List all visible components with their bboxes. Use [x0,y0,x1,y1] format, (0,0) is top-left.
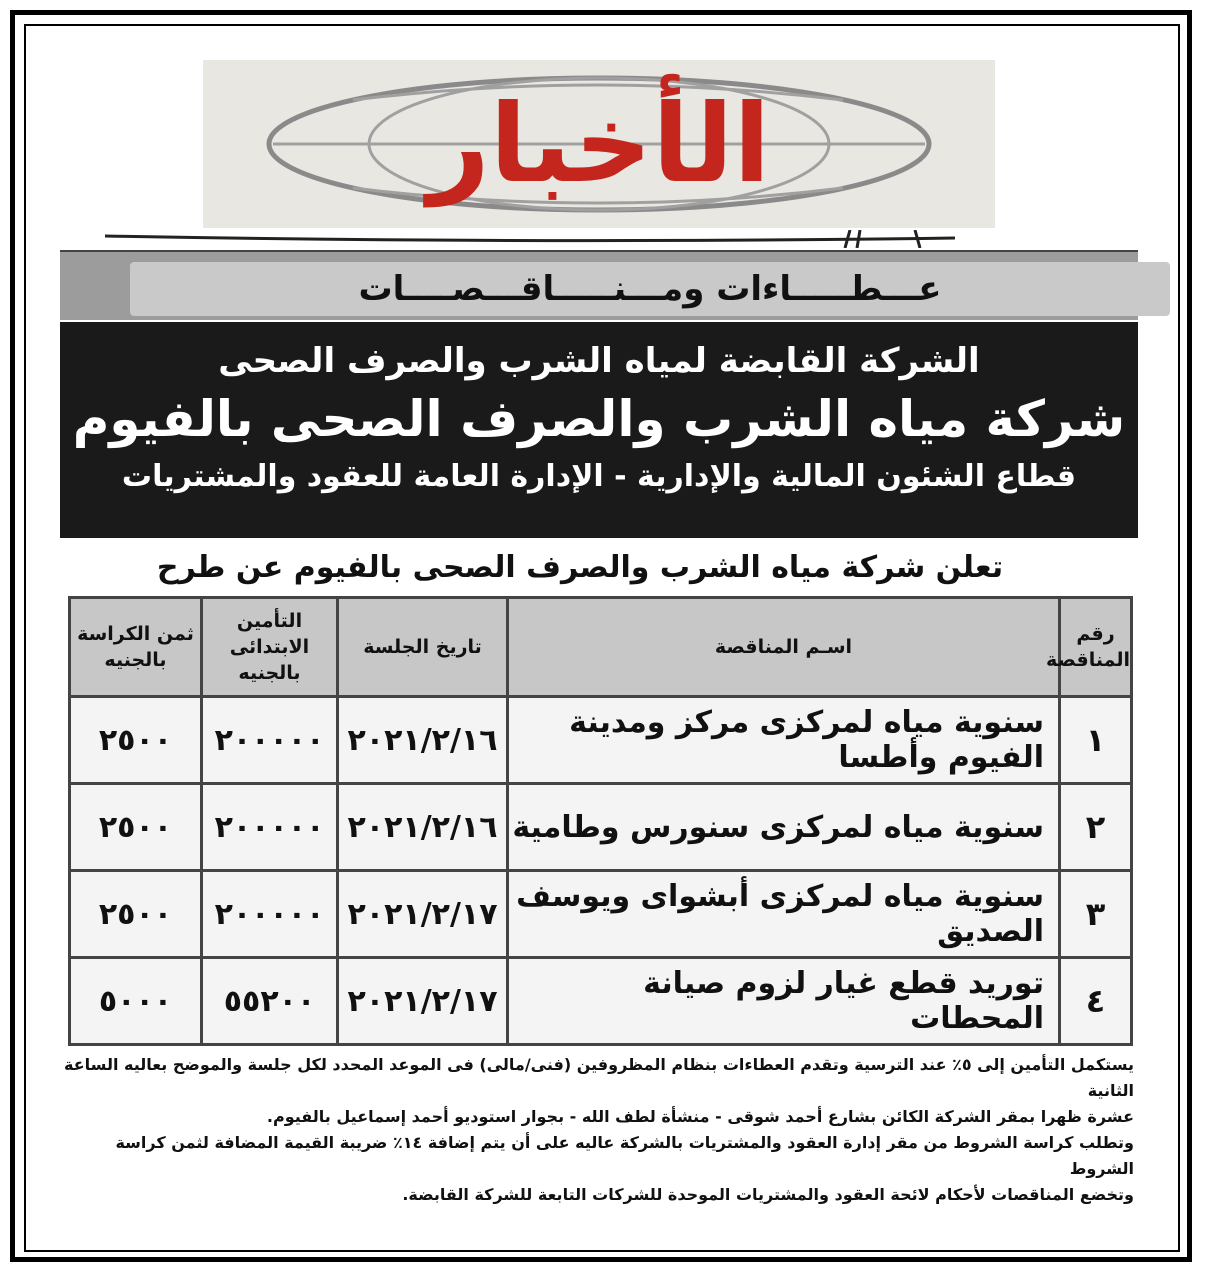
header-initial-insurance: التأمين الابتدائى بالجنيه [202,598,338,697]
footnote-line: وتخضع المناقصات لأحكام لائحة العقود والمشتريات الموحدة للشركات التابعة للشركة القابضة. [402,1185,1134,1204]
holding-company-name: الشركة القابضة لمياه الشرب والصرف الصحى [218,341,980,381]
table-row [70,697,1132,784]
table-row [70,784,1132,871]
header-session-date: تاريخ الجلسة [338,598,508,697]
header-number: رقم المناقصة [1060,598,1132,697]
footnote-line: عشرة ظهرا بمقر الشركة الكائن بشارع أحمد شوقى - منشأة لطف الله - بجوار استوديو أحمد إسماعيل بالفيوم. [266,1107,1134,1126]
header-name: اسـم المناقصة [508,598,1060,697]
header-booklet-price: ثمن الكراسة بالجنيه [70,598,202,697]
tenders-table [68,596,1133,1046]
section-label: عـــطـــــاءات ومـــنـــــاقـــصــــات [130,262,1170,316]
terms-footnotes [62,1052,1134,1204]
section-bar [60,250,1138,320]
company-name: شركة مياه الشرب والصرف الصحى بالفيوم [72,390,1126,448]
table-row [70,958,1132,1045]
initial-insurance: ٢٠٠٠٠٠ [202,784,338,871]
initial-insurance: ٢٠٠٠٠٠ [202,697,338,784]
newspaper-masthead [203,60,995,228]
advertiser-header [60,322,1138,538]
initial-insurance: ٢٠٠٠٠٠ [202,871,338,958]
announcement-heading: تعلن شركة مياه الشرب والصرف الصحى بالفيوم عن طرح [156,550,1004,585]
tender-number: ٢ [1060,784,1132,871]
booklet-price: ٢٥٠٠ [70,784,202,871]
newspaper-logo: الأخبار [427,82,771,207]
session-date: ٢٠٢١/٢/١٧ [338,958,508,1045]
tender-number: ١ [1060,697,1132,784]
initial-insurance: ٥٥٢٠٠ [202,958,338,1045]
session-date: ٢٠٢١/٢/١٧ [338,871,508,958]
table-header-row [70,598,1132,697]
tender-name: توريد قطع غيار لزوم صيانة المحطات [508,958,1060,1045]
table-row [70,871,1132,958]
department-name: قطاع الشئون المالية والإدارية - الإدارة العامة للعقود والمشتريات [121,459,1077,494]
tender-number: ٣ [1060,871,1132,958]
footnote-line: يستكمل التأمين إلى ٥٪ عند الترسية وتقدم العطاءات بنظام المظروفين (فنى/مالى) فى الموعد المحدد لكل جلسة والموضح بعاليه الساعة الثانية [64,1055,1134,1100]
booklet-price: ٢٥٠٠ [70,871,202,958]
session-date: ٢٠٢١/٢/١٦ [338,784,508,871]
footnote-line: وتطلب كراسة الشروط من مقر إدارة العقود والمشتريات بالشركة عاليه على أن يتم إضافة ١٤٪ ضريبة القيمة المضافة لثمن كراسة الشروط [115,1133,1134,1178]
divider-line [105,230,955,248]
tender-name: سنوية مياه لمركزى أبشواى ويوسف الصديق [508,871,1060,958]
session-date: ٢٠٢١/٢/١٦ [338,697,508,784]
booklet-price: ٢٥٠٠ [70,697,202,784]
tender-number: ٤ [1060,958,1132,1045]
tender-name: سنوية مياه لمركزى مركز ومدينة الفيوم وأطسا [508,697,1060,784]
tender-name: سنوية مياه لمركزى سنورس وطامية [508,784,1060,871]
booklet-price: ٥٠٠٠ [70,958,202,1045]
